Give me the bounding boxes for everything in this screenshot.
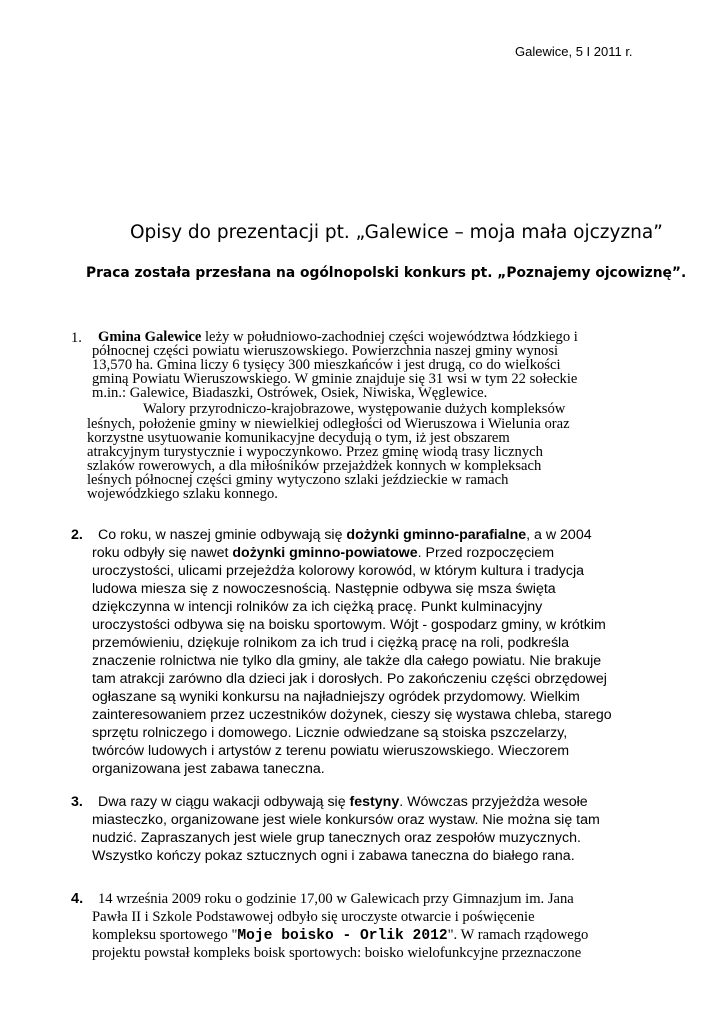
section-line: Gmina Galewice leży w południowo-zachodniej części województwa łódzkiego i <box>98 329 578 345</box>
section-line: znaczenie rolnictwa nie tylko dla gminy, ale także dla całego powiatu. Nie brakuje <box>92 653 602 669</box>
section-number: 4. <box>71 891 84 907</box>
section-line: Dwa razy w ciągu wakacji odbywają się festyny. Wówczas przyjeżdża wesołe <box>98 794 588 810</box>
section-line: miasteczko, organizowane jest wiele konkursów oraz wystaw. Nie można się tam <box>92 812 600 828</box>
section-line: Pawła II i Szkole Podstawowej odbyło się uroczyste otwarcie i poświęcenie <box>92 909 535 925</box>
section-line: Walory przyrodniczo-krajobrazowe, występowanie dużych kompleksów <box>143 401 566 417</box>
section-line: dziękczynna w intencji rolników za ich ciężką pracę. Punkt kulminacyjny <box>92 599 543 615</box>
document-subtitle: Praca została przesłana na ogólnopolski konkurs pt. „Poznajemy ojcowiznę”. <box>86 265 687 281</box>
section-line: projektu powstał kompleks boisk sportowych: boisko wielofunkcyjne przeznaczone <box>92 945 582 961</box>
section-number: 2. <box>71 527 83 543</box>
section-bold-term: Gmina Galewice <box>98 329 202 345</box>
section-number: 3. <box>71 794 83 810</box>
section-line: ogłaszane są wyniki konkursu na najładniejszy ogródek przydomowy. Wielkim <box>92 689 580 705</box>
section-line: przemówieniu, dziękuje rolnikom za ich trud i ciężką pracę na roli, podkreśla <box>92 635 570 651</box>
section-number: 1. <box>71 330 82 346</box>
section-line: szlaków rowerowych, a dla miłośników przejażdżek konnych w kompleksach <box>87 458 542 474</box>
section-line: tam atrakcji zarówno dla dzieci jak i dorosłych. Po zakończeniu części obrzędowej <box>92 671 607 687</box>
section-line: uroczystości, ulicami przejeżdża kolorowy korowód, w którym kultura i tradycja <box>92 563 584 579</box>
section-line: korzystne usytuowanie komunikacyjne decydują o tym, iż jest obszarem <box>87 430 510 446</box>
section-line: kompleksu sportowego "Moje boisko - Orlik 2012". W ramach rządowego <box>92 927 589 944</box>
section-line: atrakcyjnym turystycznie i wypoczynkowo. Przez gminę wiodą trasy licznych <box>87 444 543 460</box>
section-line: wojewódzkiego szlaku konnego. <box>87 486 278 502</box>
section-line: północnej części powiatu wieruszowskiego. Powierzchnia naszej gminy wynosi <box>92 343 559 359</box>
section-bold-term: dożynki gminno-parafialne <box>346 527 527 543</box>
section-line: 14 września 2009 roku o godzinie 17,00 w Galewicach przy Gimnazjum im. Jana <box>98 891 574 907</box>
document-title: Opisy do prezentacji pt. „Galewice – moja mała ojczyzna” <box>130 222 663 243</box>
section-bold-term: festyny <box>349 794 400 810</box>
section-line: sprzętu rolniczego i domowego. Licznie odwiedzane są stoiska pszczelarzy, <box>92 725 568 741</box>
section-line: gminą Powiatu Wieruszowskiego. W gminie znajduje się 31 wsi w tym 22 sołeckie <box>92 371 578 387</box>
section-line: 13,570 ha. Gmina liczy 6 tysięcy 300 mieszkańców i jest drugą, co do wielkości <box>92 357 561 373</box>
section-line: uroczystości odbywa się na boisku sportowym. Wójt - gospodarz gminy, w krótkim <box>92 617 606 633</box>
section-line: m.in.: Galewice, Biadaszki, Ostrówek, Osiek, Niwiska, Węglewice. <box>92 385 488 401</box>
section-line: twórców ludowych i artystów z terenu powiatu wieruszowskiego. Wieczorem <box>92 743 570 759</box>
document-date: Galewice, 5 I 2011 r. <box>515 44 633 59</box>
section-line: nudzić. Zapraszanych jest wiele grup tanecznych oraz zespołów muzycznych. <box>92 830 581 846</box>
section-line: roku odbyły się nawet dożynki gminno-powiatowe. Przed rozpoczęciem <box>92 545 555 561</box>
section-line: Co roku, w naszej gminie odbywają się dożynki gminno-parafialne, a w 2004 <box>98 527 592 543</box>
section-line: Wszystko kończy pokaz sztucznych ogni i zabawa taneczna do białego rana. <box>92 848 575 864</box>
section-bold-term: dożynki gminno-powiatowe <box>232 545 418 561</box>
section-line: ludowa miesza się z nowoczesnością. Następnie odbywa się msza święta <box>92 581 556 597</box>
section-line: leśnych, położenie gminy w niewielkiej odległości od Wieruszowa i Wielunia oraz <box>87 416 570 432</box>
section-bold-term: Moje boisko - Orlik 2012 <box>237 928 448 944</box>
section-line: zainteresowaniem przez uczestników dożynek, cieszy się wystawa chleba, starego <box>92 707 612 723</box>
section-line: leśnych północnej części gminy wytyczono szlaki jeździeckie w ramach <box>87 472 509 488</box>
section-line: organizowana jest zabawa taneczna. <box>92 761 325 777</box>
